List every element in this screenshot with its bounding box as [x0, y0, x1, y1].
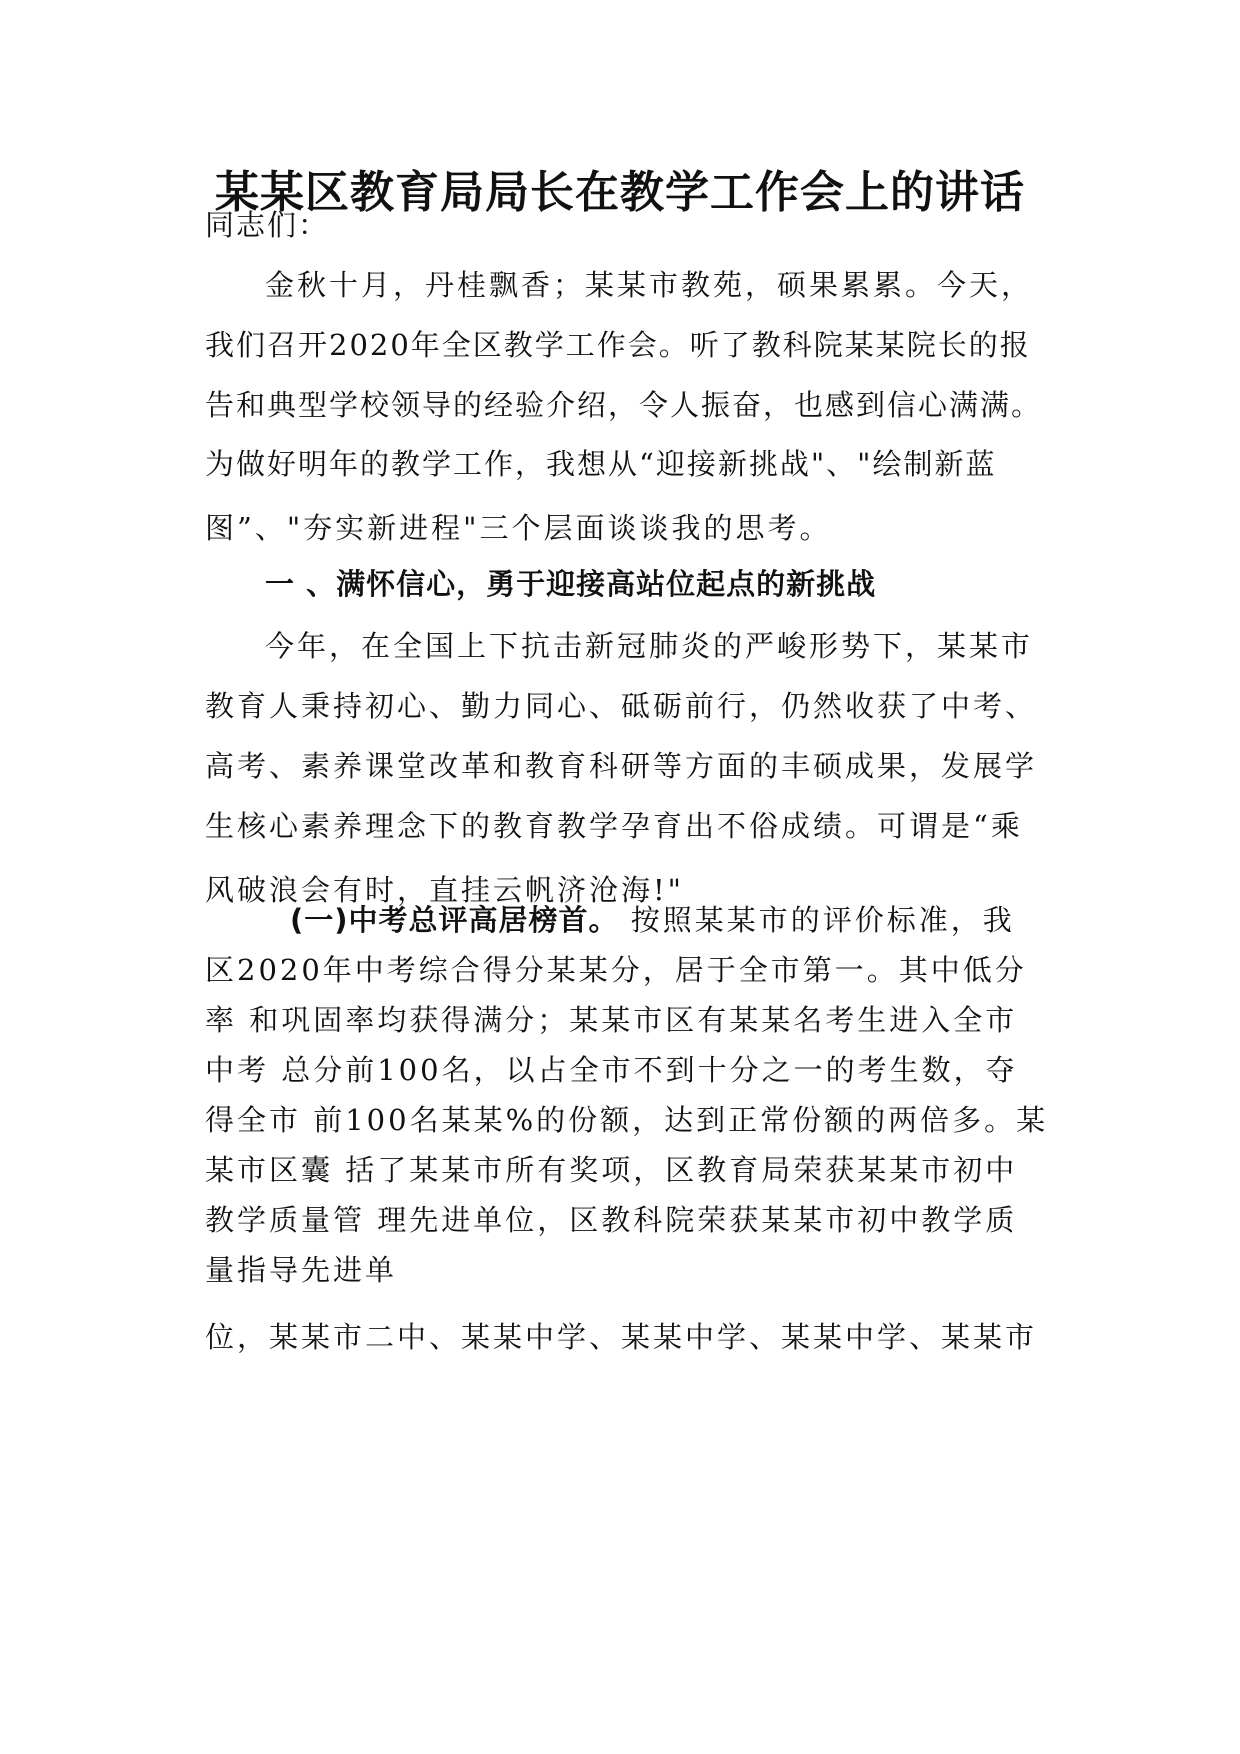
- section-1-line-4: 生核心素养理念下的教育教学孕育出不俗成绩。可谓是“乘: [205, 809, 1023, 843]
- subsection-1-line-2: 区2020年中考综合得分某某分，居于全市第一。其中低分: [205, 953, 1027, 987]
- section-1-line-3: 高考、素养课堂改革和教育科研等方面的丰硕成果，发展学: [205, 749, 1038, 783]
- intro-line-1: 金秋十月，丹桂飘香；某某市教苑，硕果累累。今天，: [265, 268, 1034, 302]
- subsection-1-line-6: 某市区囊 括了某某市所有奖项，区教育局荣获某某市初中: [205, 1153, 1018, 1187]
- section-1-line-2: 教育人秉持初心、勤力同心、砥砺前行，仍然收获了中考、: [205, 689, 1038, 723]
- subsection-1-lead: (一)中考总评高居榜首。: [290, 903, 619, 937]
- section-1-heading: 一 、满怀信心，勇于迎接高站位起点的新挑战: [265, 567, 877, 601]
- section-1-line-1: 今年，在全国上下抗击新冠肺炎的严峻形势下，某某市: [265, 629, 1034, 663]
- intro-line-3: 告和典型学校领导的经验介绍，令人振奋，也感到信心满满。: [205, 388, 1043, 422]
- subsection-1-line-4: 中考 总分前100名，以占全市不到十分之一的考生数，夺: [205, 1053, 1018, 1087]
- intro-line-5: 图”、"夯实新进程"三个层面谈谈我的思考。: [205, 511, 832, 545]
- subsection-1-line-9: 位，某某市二中、某某中学、某某中学、某某中学、某某市: [205, 1320, 1038, 1354]
- salutation: 同志们：: [205, 208, 330, 242]
- subsection-1-line-5: 得全市 前100名某某%的份额，达到正常份额的两倍多。某: [205, 1103, 1049, 1137]
- intro-line-2: 我们召开2020年全区教学工作会。听了教科院某某院长的报: [205, 328, 1031, 362]
- subsection-1-first-line-rest: 按照某某市的评价标准，我: [618, 903, 1015, 937]
- subsection-1-line-8: 量指导先进单: [205, 1253, 398, 1287]
- subsection-1-line-3: 率 和巩固率均获得满分；某某市区有某某名考生进入全市: [205, 1003, 1018, 1037]
- section-1-line-5: 风破浪会有时，直挂云帆济沧海!": [205, 873, 684, 907]
- intro-line-4: 为做好明年的教学工作，我想从“迎接新挑战"、"绘制新蓝: [205, 447, 997, 481]
- subsection-1-line-7: 教学质量管 理先进单位，区教科院荣获某某市初中教学质: [205, 1203, 1018, 1237]
- document-title: 某某区教育局局长在教学工作会上的讲话: [215, 167, 1025, 218]
- subsection-1-first-line: [290, 900, 1070, 940]
